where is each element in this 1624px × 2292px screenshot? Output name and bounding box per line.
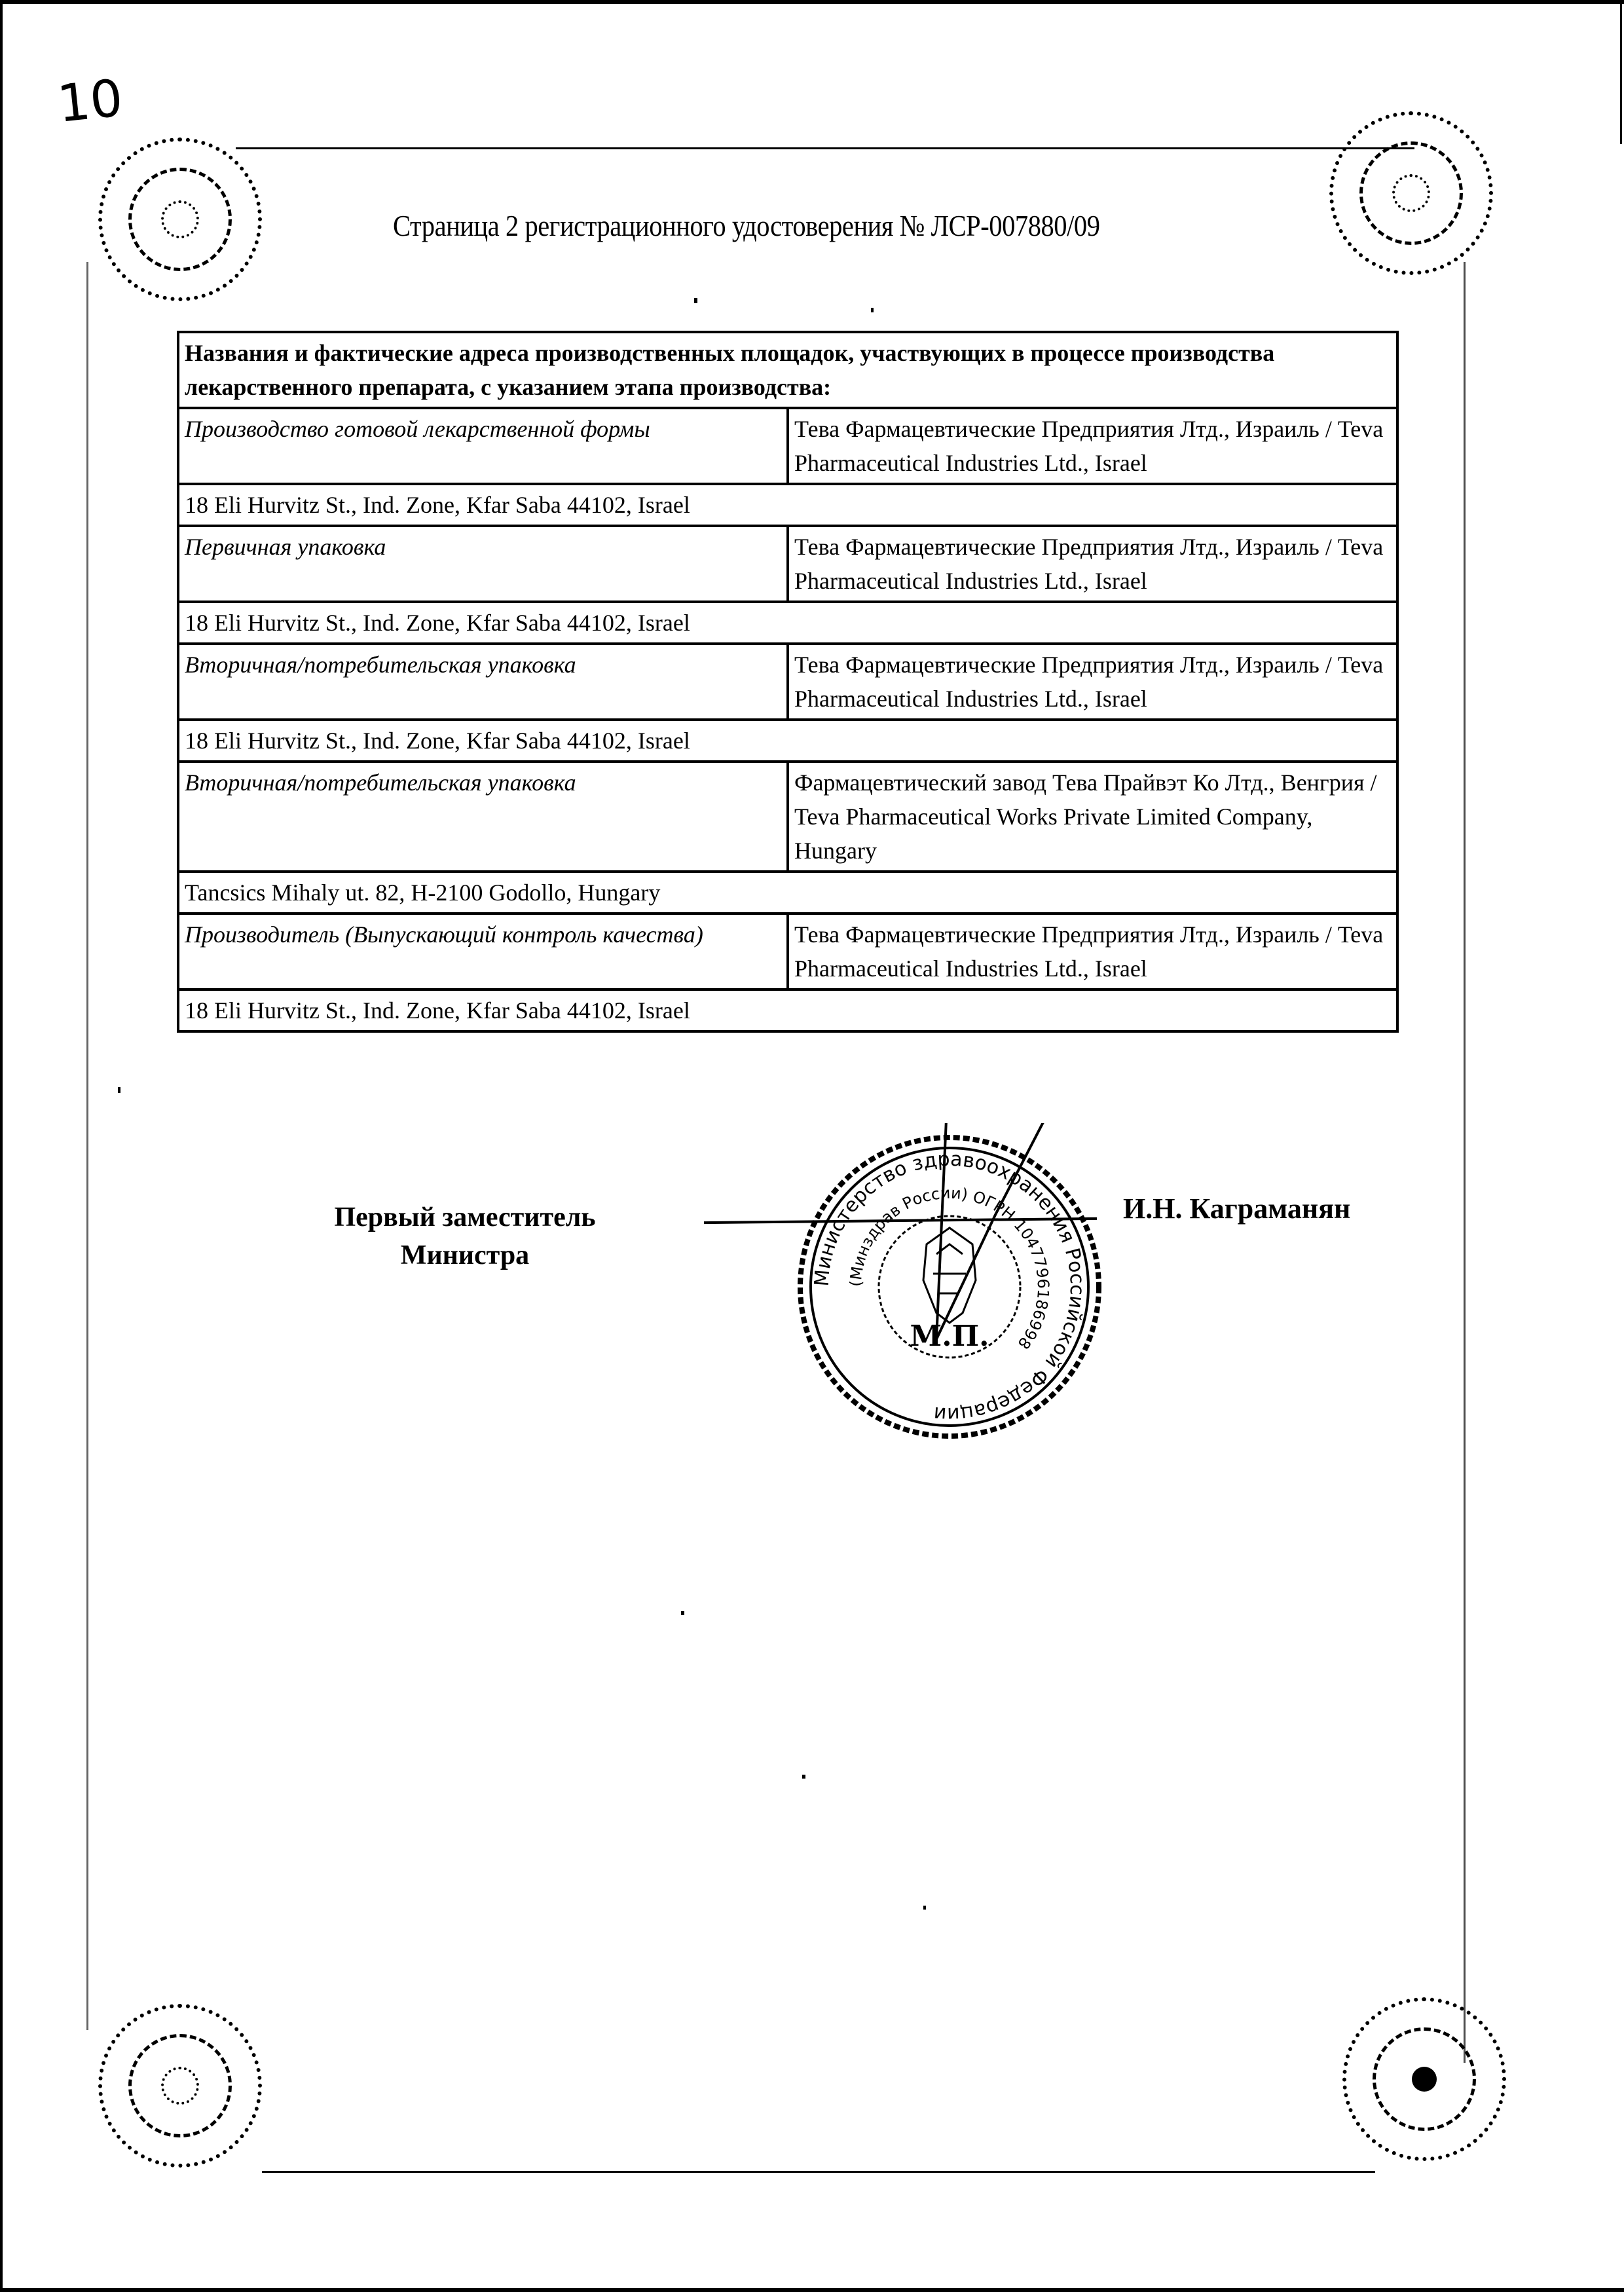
frame-left-edge <box>0 0 3 2292</box>
signatory-role <box>308 1198 622 1274</box>
table-row-address <box>178 720 1397 762</box>
seal-icon <box>786 1123 1113 1451</box>
table-row-stage <box>178 914 1397 989</box>
signatory-role-line1: Первый заместитель <box>334 1202 596 1232</box>
frame-bottom-edge <box>0 2288 1624 2292</box>
stage-cell: Производитель (Выпускающий контроль качества) <box>178 914 788 989</box>
address-cell: Tancsics Mihaly ut. 82, H-2100 Godollo, Hungary <box>178 872 1397 914</box>
border-top-line <box>236 147 1414 149</box>
address-cell: 18 Eli Hurvitz St., Ind. Zone, Kfar Saba 44102, Israel <box>178 484 1397 526</box>
border-bottom-line <box>262 2171 1375 2173</box>
company-cell: Тева Фармацевтические Предприятия Лтд., Израиль / Teva Pharmaceutical Industries Ltd., Israel <box>788 914 1397 989</box>
signatory-name: И.Н. Каграманян <box>1123 1192 1351 1225</box>
table-row-address <box>178 484 1397 526</box>
stage-cell: Вторичная/потребительская упаковка <box>178 644 788 720</box>
corner-ornament-bottom-left <box>98 2004 262 2168</box>
seal-outer-text: Министерство здравоохранения Российской Федерации <box>810 1147 1089 1426</box>
scan-speck <box>802 1775 805 1779</box>
stage-cell: Первичная упаковка <box>178 526 788 602</box>
table-row-stage <box>178 644 1397 720</box>
signatory-role-line2: Министра <box>400 1240 530 1270</box>
seal-center-text: М.П. <box>910 1320 989 1353</box>
address-cell: 18 Eli Hurvitz St., Ind. Zone, Kfar Saba 44102, Israel <box>178 720 1397 762</box>
table-header-row <box>178 332 1397 408</box>
frame-top-edge <box>0 0 1624 4</box>
border-right-line <box>1464 262 1466 2063</box>
company-cell: Тева Фармацевтические Предприятия Лтд., Израиль / Teva Pharmaceutical Industries Ltd., Israel <box>788 526 1397 602</box>
official-seal-stamp <box>786 1123 1113 1451</box>
corner-ornament-top-right <box>1329 111 1493 275</box>
table-row-stage <box>178 408 1397 484</box>
page-title: Страница 2 регистрационного удостоверения № ЛСР-007880/09 <box>393 209 1100 242</box>
corner-ornament-top-left <box>98 138 262 301</box>
scan-right-edge <box>1620 0 1622 144</box>
handwritten-page-mark: 10 <box>54 69 126 134</box>
company-cell: Тева Фармацевтические Предприятия Лтд., Израиль / Teva Pharmaceutical Industries Ltd., Israel <box>788 644 1397 720</box>
stage-cell: Производство готовой лекарственной формы <box>178 408 788 484</box>
table-row-address <box>178 602 1397 644</box>
address-cell: 18 Eli Hurvitz St., Ind. Zone, Kfar Saba 44102, Israel <box>178 602 1397 644</box>
table-row-address <box>178 872 1397 914</box>
company-cell: Фармацевтический завод Тева Прайвэт Ко Лтд., Венгрия / Teva Pharmaceutical Works Private Limited Company, Hungary <box>788 762 1397 872</box>
manufacturing-sites-table <box>177 331 1399 1033</box>
border-left-line <box>86 262 88 2030</box>
company-cell: Тева Фармацевтические Предприятия Лтд., Израиль / Teva Pharmaceutical Industries Ltd., Israel <box>788 408 1397 484</box>
table-header: Названия и фактические адреса производственных площадок, участвующих в процессе производства лекарственного препарата, с указанием этапа производства: <box>178 332 1397 408</box>
table-row-stage <box>178 526 1397 602</box>
stage-cell: Вторичная/потребительская упаковка <box>178 762 788 872</box>
corner-ornament-bottom-right <box>1342 1997 1506 2161</box>
address-cell: 18 Eli Hurvitz St., Ind. Zone, Kfar Saba 44102, Israel <box>178 989 1397 1031</box>
table-row-stage <box>178 762 1397 872</box>
scan-speck <box>694 298 697 303</box>
scan-speck <box>923 1906 926 1910</box>
seal-inner-text: (Минздрав России) ОГРН 1047796186998 <box>846 1183 1053 1353</box>
scan-speck <box>871 308 874 312</box>
scan-speck <box>681 1611 684 1615</box>
scan-speck <box>118 1087 120 1093</box>
table-row-address <box>178 989 1397 1031</box>
